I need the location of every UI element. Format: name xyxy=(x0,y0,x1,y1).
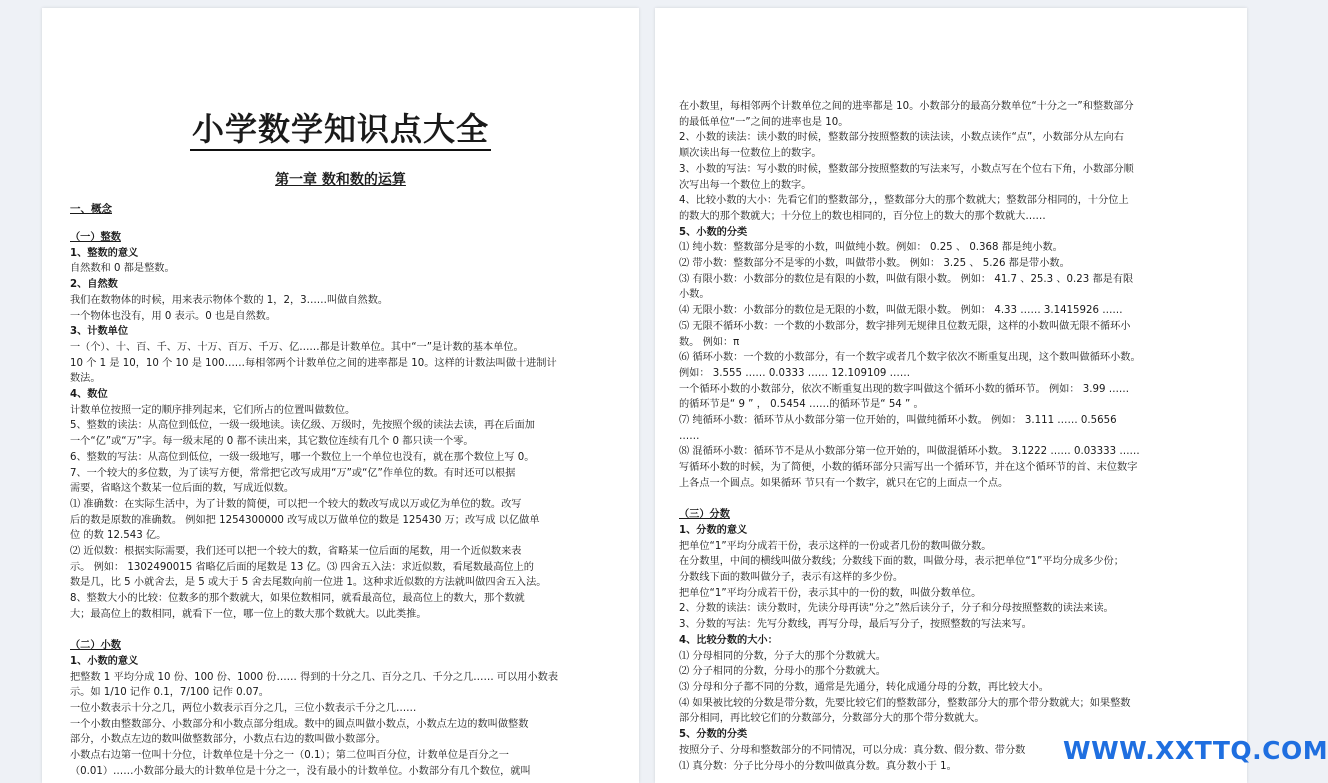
text-line: 一个物体也没有，用 0 表示。0 也是自然数。 xyxy=(70,310,277,322)
item-heading: 5、小数的分类 xyxy=(679,226,748,238)
text-line: 一个“亿”或“万”字。每一级末尾的 0 都不读出来，其它数位连续有几个 0 都只读一个零。 xyxy=(70,436,474,448)
text-line: 的数大的那个数就大；十分位上的数也相同的，百分位上的数大的那个数就大…… xyxy=(679,210,1046,222)
text-line: 大；最高位上的数相同，就看下一位，哪一位上的数大那个数就大。以此类推。 xyxy=(70,608,427,620)
text-line: …… xyxy=(679,430,700,442)
text-line: 自然数和 0 都是整数。 xyxy=(70,263,175,275)
text-line: 10 个 1 是 10，10 个 10 是 100……每相邻两个计数单位之间的进率都是 10。这样的计数法叫做十进制计 xyxy=(70,357,557,369)
text-line: ⑹ 循环小数：一个数的小数部分，有一个数字或者几个数字依次不断重复出现，这个数叫做循环小数。 xyxy=(679,352,1141,364)
spacer xyxy=(70,623,619,639)
text-line: 数法。 xyxy=(70,373,101,385)
text-line: 位 的数 12.543 亿。 xyxy=(70,530,167,542)
text-line: 3、分数的写法：先写分数线，再写分母，最后写分子，按照整数的写法来写。 xyxy=(679,619,1032,631)
site-watermark: WWW.XXTTQ.COM xyxy=(1063,736,1328,765)
text-line: 一位小数表示十分之几，两位小数表示百分之几，三位小数表示千分之几…… xyxy=(70,703,417,715)
text-line: 小数。 xyxy=(679,289,710,301)
text-line: 一个循环小数的小数部分，依次不断重复出现的数字叫做这个循环小数的循环节。 例如： 3.99 …… xyxy=(679,383,1130,395)
text-line: ⑺ 纯循环小数：循环节从小数部分第一位开始的，叫做纯循环小数。 例如： 3.111 …… 0.5656 xyxy=(679,415,1117,427)
text-line: 一（个）、十、百、千、万、十万、百万、千万、亿……都是计数单位。其中“一”是计数的基本单位。 xyxy=(70,341,524,353)
text-line: ⑴ 分母相同的分数，分子大的那个分数就大。 xyxy=(679,650,886,662)
text-line: 6、整数的写法：从高位到低位，一级一级地写，哪一个数位上一个单位也没有，就在那个数位上写 0。 xyxy=(70,451,535,463)
text-line: 在小数里，每相邻两个计数单位之间的进率都是 10。小数部分的最高分数单位“十分之一”和整数部分 xyxy=(679,101,1134,112)
text-line: ⑵ 近似数：根据实际需要，我们还可以把一个较大的数，省略某一位后面的尾数，用一个近似数来表 xyxy=(70,546,522,558)
text-line: 计数单位按照一定的顺序排列起来，它们所占的位置叫做数位。 xyxy=(70,404,356,416)
page-text-left xyxy=(70,230,619,780)
text-line: 例如： 3.555 …… 0.0333 …… 12.109109 …… xyxy=(679,367,911,379)
text-line: 2、分数的读法：读分数时，先读分母再读“分之”然后读分子，分子和分母按照整数的读法来读。 xyxy=(679,603,1114,615)
item-heading: 4、数位 xyxy=(70,389,108,401)
text-line: 把整数 1 平均分成 10 份、100 份、1000 份…… 得到的十分之几、百分之几、千分之几…… 可以用小数表 xyxy=(70,671,559,683)
item-heading: 5、分数的分类 xyxy=(679,729,748,741)
section-heading: 一、概念 xyxy=(70,203,112,215)
document-page-left xyxy=(42,8,639,783)
text-line: 后的数是原数的准确数。 例如把 1254300000 改写成以万做单位的数是 125430 万；改写成 以亿做单 xyxy=(70,514,540,526)
text-line: 一个小数由整数部分、小数部分和小数点部分组成。数中的圆点叫做小数点，小数点左边的数叫做整数 xyxy=(70,718,529,730)
text-line: 按照分子、分母和整数部分的不同情况，可以分成：真分数、假分数、带分数 xyxy=(679,744,1026,756)
document-title: 小学数学知识点大全 xyxy=(42,104,639,150)
text-line: 数。 例如：π xyxy=(679,336,740,348)
text-line: 8、整数大小的比较：位数多的那个数就大，如果位数相同，就看最高位，最高位上的数大，那个数就 xyxy=(70,593,525,605)
document-page-right xyxy=(655,8,1247,783)
text-line: ⑻ 混循环小数：循环节不是从小数部分第一位开始的，叫做混循环小数。 3.1222 …… 0.03333 …… xyxy=(679,446,1140,458)
text-line: 上各点一个圆点。如果循环 节只有一个数字，就只在它的上面点一个点。 xyxy=(679,477,1009,489)
subsection-heading: （三）分数 xyxy=(679,509,730,521)
text-line: ⑸ 无限不循环小数：一个数的小数部分，数字排列无规律且位数无限，这样的小数叫做无限不循环小 xyxy=(679,320,1131,332)
text-line: ⑴ 纯小数：整数部分是零的小数，叫做纯小数。例如： 0.25 、 0.368 都是纯小数。 xyxy=(679,242,1063,254)
text-line: 分数线下面的数叫做分子，表示有这样的多少份。 xyxy=(679,572,904,584)
subsection-heading: （二）小数 xyxy=(70,640,121,652)
text-line: 在分数里，中间的横线叫做分数线；分数线下面的数，叫做分母，表示把单位“1”平均分成多少份； xyxy=(679,556,1124,568)
item-heading: 2、自然数 xyxy=(70,279,118,291)
text-line: ⑷ 无限小数：小数部分的数位是无限的小数，叫做无限小数。 例如： 4.33 …… 3.1415926 …… xyxy=(679,305,1123,317)
text-line: 的最低单位“一”之间的进率也是 10。 xyxy=(679,116,849,128)
text-line: 3、小数的写法：写小数的时候，整数部分按照整数的写法来写，小数点写在个位右下角，小数部分顺 xyxy=(679,163,1134,175)
text-line: ⑴ 真分数：分子比分母小的分数叫做真分数。真分数小于 1。 xyxy=(679,760,957,772)
item-heading: 1、小数的意义 xyxy=(70,655,139,667)
spacer xyxy=(679,492,1225,508)
item-heading: 3、计数单位 xyxy=(70,326,129,338)
text-line: ⑵ 分子相同的分数，分母小的那个分数就大。 xyxy=(679,666,886,678)
text-line: 把单位“1”平均分成若干份，表示这样的一份或者几份的数叫做分数。 xyxy=(679,540,992,552)
text-line: 顺次读出每一位数位上的数字。 xyxy=(679,148,822,160)
item-heading: 4、比较分数的大小： xyxy=(679,634,778,646)
text-line: 部分，小数点左边的数叫做整数部分，小数点右边的数叫做小数部分。 xyxy=(70,734,386,746)
text-line: ⑵ 带小数：整数部分不是零的小数，叫做带小数。 例如： 3.25 、 5.26 都是带小数。 xyxy=(679,258,1070,270)
text-line: 示。如 1/10 记作 0.1，7/100 记作 0.07。 xyxy=(70,687,269,699)
text-line: 的循环节是“ 9 ” ， 0.5454 ……的循环节是“ 54 ” 。 xyxy=(679,399,924,411)
text-line: 7、一个较大的多位数，为了读写方便，常常把它改写成用“万”或“亿”作单位的数。有时还可以根据 xyxy=(70,467,516,479)
text-line: 数是几，比 5 小就舍去，是 5 或大于 5 舍去尾数向前一位进 1。这种求近似数的方法就叫做四舍五入法。 xyxy=(70,577,547,589)
text-line: 2、小数的读法：读小数的时候，整数部分按照整数的读法读，小数点读作“点”，小数部分从左向右 xyxy=(679,132,1124,144)
text-line: 把单位“1”平均分成若干份，表示其中的一份的数，叫做分数单位。 xyxy=(679,587,982,599)
text-line: ⑴ 准确数：在实际生活中，为了计数的简便，可以把一个较大的数改写成以万或亿为单位的数。改写 xyxy=(70,498,522,510)
text-line: 写循环小数的时候，为了简便，小数的循环部分只需写出一个循环节，并在这个循环节的首、末位数字 xyxy=(679,462,1138,474)
text-line: 小数点右边第一位叫十分位，计数单位是十分之一（0.1）；第二位叫百分位，计数单位是百分之一 xyxy=(70,750,509,762)
text-line: 需要，省略这个数某一位后面的数，写成近似数。 xyxy=(70,483,295,495)
chapter-heading: 第一章 数和数的运算 xyxy=(275,172,406,188)
item-heading: 1、整数的意义 xyxy=(70,247,139,259)
text-line: （0.01）……小数部分最大的计数单位是十分之一，没有最小的计数单位。小数部分有几个数位，就叫 xyxy=(70,765,531,777)
text-line: 4、比较小数的大小：先看它们的整数部分，，整数部分大的那个数就大；整数部分相同的，十分位上 xyxy=(679,195,1129,207)
text-line: ⑷ 如果被比较的分数是带分数，先要比较它们的整数部分，整数部分大的那个带分数就大；如果整数 xyxy=(679,697,1131,709)
text-line: 次写出每一个数位上的数字。 xyxy=(679,179,812,191)
text-line: 我们在数物体的时候，用来表示物体个数的 1，2，3……叫做自然数。 xyxy=(70,294,389,306)
subsection-heading: （一）整数 xyxy=(70,232,121,243)
item-heading: 1、分数的意义 xyxy=(679,524,748,536)
page-text-right xyxy=(679,99,1225,774)
text-line: 部分相同，再比较它们的分数部分，分数部分大的那个带分数就大。 xyxy=(679,713,985,725)
text-line: 示。 例如： 1302490015 省略亿后面的尾数是 13 亿。⑶ 四舍五入法：求近似数，看尾数最高位上的 xyxy=(70,561,534,573)
text-line: ⑶ 有限小数：小数部分的数位是有限的小数，叫做有限小数。 例如： 41.7 、25.3 、0.23 都是有限 xyxy=(679,273,1134,285)
text-line: 5、整数的读法：从高位到低位，一级一级地读。读亿级、万级时，先按照个级的读法去读，再在后面加 xyxy=(70,420,535,432)
text-line: ⑶ 分母和分子都不同的分数，通常是先通分，转化成通分母的分数，再比较大小。 xyxy=(679,682,1049,693)
